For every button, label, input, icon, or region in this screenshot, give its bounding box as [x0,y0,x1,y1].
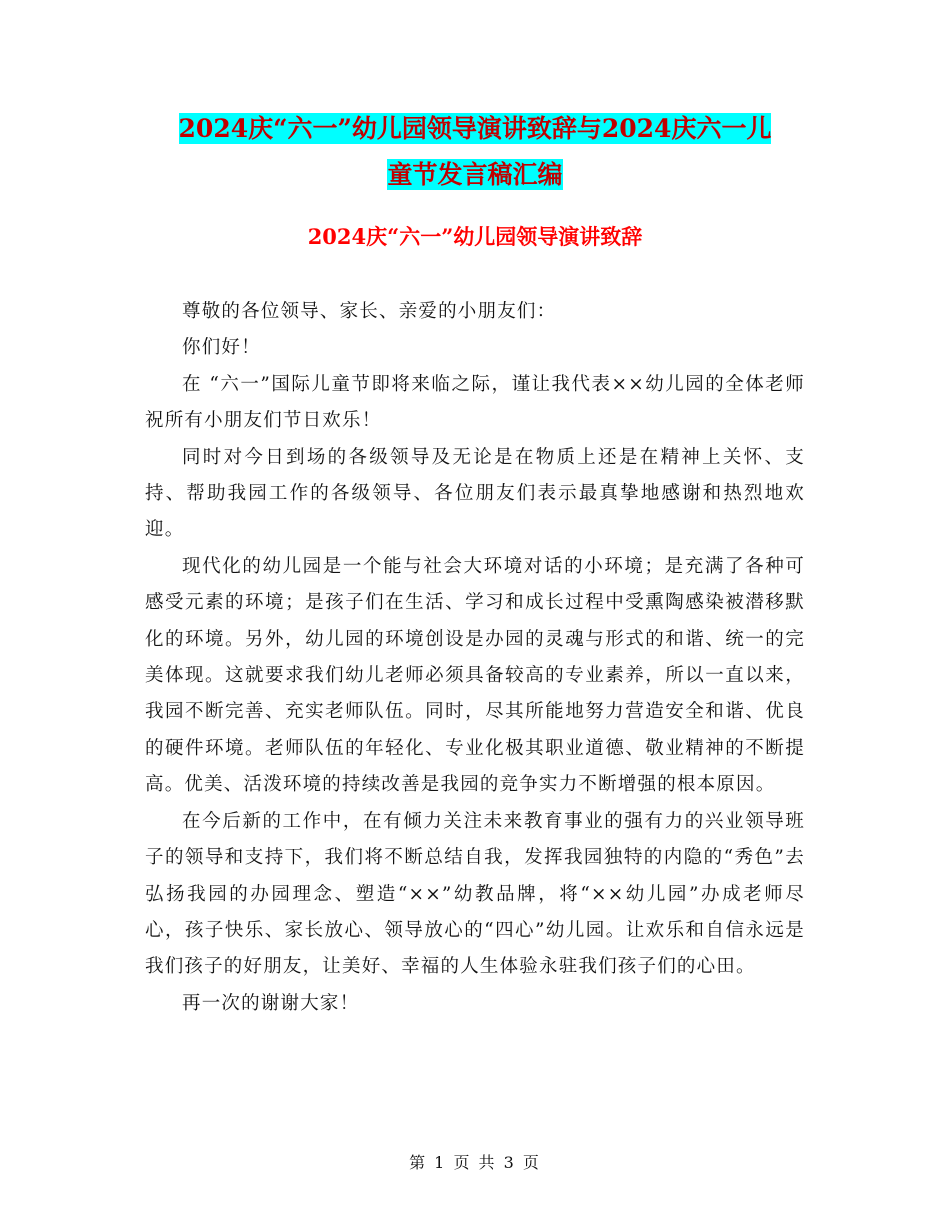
paragraph: 现代化的幼儿园是一个能与社会大环境对话的小环境；是充满了各种可感受元素的环境；是孩子们在生活、学习和成长过程中受熏陶感染被潜移默化的环境。另外，幼儿园的环境创设是办园的灵魂与形式的和谐、统一的完美体现。这就要求我们幼儿老师必须具备较高的专业素养，所以一直以来，我园不断完善、充实老师队伍。同时，尽其所能地努力营造安全和谐、优良的硬件环境。老师队伍的年轻化、专业化极其职业道德、敬业精神的不断提高。优美、活泼环境的持续改善是我园的竞争实力不断增强的根本原因。 [145,555,805,796]
paragraph-salutation: 尊敬的各位领导、家长、亲爱的小朋友们： [182,301,557,322]
document-title-text-2: 童节发言稿汇编 [387,160,563,189]
document-body [145,294,805,1022]
page-number-footer: 第 1 页 共 3 页 [409,1153,541,1172]
section-title: 2024庆“六一”幼儿园领导演讲致辞 [307,224,643,249]
paragraph-closing: 再一次的谢谢大家！ [182,992,360,1014]
document-title-text-1: 2024庆“六一”幼儿园领导演讲致辞与2024庆六一儿 [178,114,772,143]
document-title-line-2 [0,158,950,192]
document-title-line-1 [0,112,950,146]
paragraph-greeting: 你们好！ [182,337,261,359]
paragraph: 同时对今日到场的各级领导及无论是在物质上还是在精神上关怀、支持、帮助我园工作的各级领导、各位朋友们表示最真挚地感谢和热烈地欢迎。 [145,446,805,541]
paragraph: 在 “六一”国际儿童节即将来临之际，谨让我代表××幼儿园的全体老师祝所有小朋友们节日欢乐！ [145,373,805,432]
paragraph: 在今后新的工作中，在有倾力关注未来教育事业的强有力的兴业领导班子的领导和支持下，我们将不断总结自我，发挥我园独特的内隐的“秀色”去弘扬我园的办园理念、塑造“××”幼教品牌，将“××幼儿园”办成老师尽心，孩子快乐、家长放心、领导放心的“四心”幼儿园。让欢乐和自信永远是我们孩子的好朋友，让美好、幸福的人生体验永驻我们孩子们的心田。 [145,810,805,978]
